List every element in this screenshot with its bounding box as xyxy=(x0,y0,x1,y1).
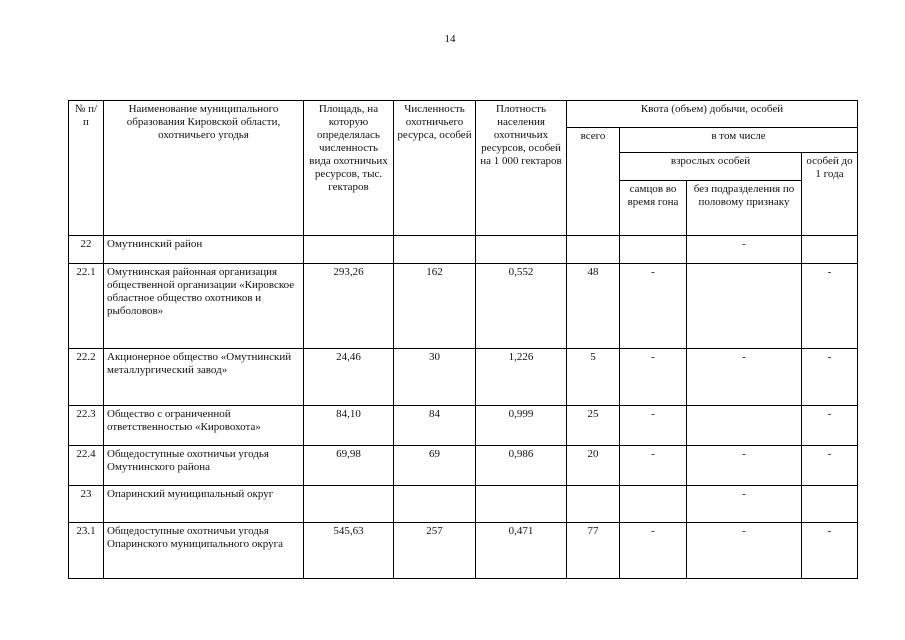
cell-nosplit: - xyxy=(687,486,802,523)
cell-num: 23.1 xyxy=(69,523,104,579)
cell-nosplit: - xyxy=(687,349,802,406)
table-row xyxy=(69,446,858,486)
cell-nosplit: - xyxy=(687,523,802,579)
cell-name: Акционерное общество «Омутнинский металлургический завод» xyxy=(104,349,304,406)
cell-name: Опаринский муниципальный округ xyxy=(104,486,304,523)
cell-males: - xyxy=(620,406,687,446)
cell-nosplit xyxy=(687,264,802,349)
cell-area xyxy=(304,486,394,523)
header-males-rut: самцов во время гона xyxy=(620,181,687,236)
cell-juveniles: - xyxy=(802,264,858,349)
header-num: № п/п xyxy=(69,101,104,236)
cell-juveniles: - xyxy=(802,446,858,486)
cell-name: Общество с ограниченной ответственностью «Кировохота» xyxy=(104,406,304,446)
cell-total: 77 xyxy=(567,523,620,579)
header-density: Плотность населения охотничьих ресурсов, особей на 1 000 гектаров xyxy=(476,101,567,236)
cell-area: 293,26 xyxy=(304,264,394,349)
cell-total xyxy=(567,486,620,523)
cell-num: 22.3 xyxy=(69,406,104,446)
cell-density: 1,226 xyxy=(476,349,567,406)
cell-males: - xyxy=(620,264,687,349)
table-row xyxy=(69,236,858,264)
cell-total: 25 xyxy=(567,406,620,446)
cell-name: Омутнинский район xyxy=(104,236,304,264)
cell-num: 23 xyxy=(69,486,104,523)
table-body xyxy=(69,236,858,579)
cell-males xyxy=(620,236,687,264)
cell-males: - xyxy=(620,349,687,406)
header-no-sex-split: без подразделения по половому признаку xyxy=(687,181,802,236)
cell-juveniles: - xyxy=(802,406,858,446)
header-including: в том числе xyxy=(620,128,858,153)
cell-num: 22.1 xyxy=(69,264,104,349)
header-population: Численность охотничьего ресурса, особей xyxy=(394,101,476,236)
cell-area: 24,46 xyxy=(304,349,394,406)
cell-num: 22 xyxy=(69,236,104,264)
cell-population: 30 xyxy=(394,349,476,406)
cell-population: 84 xyxy=(394,406,476,446)
cell-area: 69,98 xyxy=(304,446,394,486)
cell-total: 48 xyxy=(567,264,620,349)
cell-density xyxy=(476,236,567,264)
table-row xyxy=(69,486,858,523)
table-header xyxy=(69,101,858,236)
cell-name: Омутнинская районная организация общественной организации «Кировское областное общество охотников и рыболовов» xyxy=(104,264,304,349)
cell-population: 69 xyxy=(394,446,476,486)
cell-area: 84,10 xyxy=(304,406,394,446)
cell-nosplit xyxy=(687,406,802,446)
cell-density: 0,999 xyxy=(476,406,567,446)
cell-males xyxy=(620,486,687,523)
table-row xyxy=(69,406,858,446)
cell-total xyxy=(567,236,620,264)
header-name: Наименование муниципального образования Кировской области, охотничьего угодья xyxy=(104,101,304,236)
cell-num: 22.2 xyxy=(69,349,104,406)
cell-population: 162 xyxy=(394,264,476,349)
cell-density: 0,471 xyxy=(476,523,567,579)
table-row xyxy=(69,264,858,349)
cell-population: 257 xyxy=(394,523,476,579)
cell-density xyxy=(476,486,567,523)
cell-population xyxy=(394,486,476,523)
cell-total: 20 xyxy=(567,446,620,486)
header-juveniles: особей до 1 года xyxy=(802,153,858,236)
cell-juveniles: - xyxy=(802,523,858,579)
hunting-quota-table xyxy=(68,100,858,579)
cell-total: 5 xyxy=(567,349,620,406)
cell-area xyxy=(304,236,394,264)
cell-juveniles xyxy=(802,486,858,523)
cell-juveniles xyxy=(802,236,858,264)
header-quota: Квота (объем) добычи, особей xyxy=(567,101,858,128)
cell-name: Общедоступные охотничьи угодья Опаринского муниципального округа xyxy=(104,523,304,579)
cell-area: 545,63 xyxy=(304,523,394,579)
table-row xyxy=(69,523,858,579)
header-area: Площадь, на которую определялась численность вида охотничьих ресурсов, тыс. гектаров xyxy=(304,101,394,236)
cell-population xyxy=(394,236,476,264)
cell-juveniles: - xyxy=(802,349,858,406)
cell-nosplit: - xyxy=(687,236,802,264)
header-total: всего xyxy=(567,128,620,236)
page-number: 14 xyxy=(444,33,456,45)
cell-males: - xyxy=(620,446,687,486)
cell-nosplit: - xyxy=(687,446,802,486)
header-adults: взрослых особей xyxy=(620,153,802,181)
cell-num: 22.4 xyxy=(69,446,104,486)
cell-name: Общедоступные охотничьи угодья Омутнинского района xyxy=(104,446,304,486)
cell-density: 0,552 xyxy=(476,264,567,349)
cell-males: - xyxy=(620,523,687,579)
cell-density: 0,986 xyxy=(476,446,567,486)
table-row xyxy=(69,349,858,406)
